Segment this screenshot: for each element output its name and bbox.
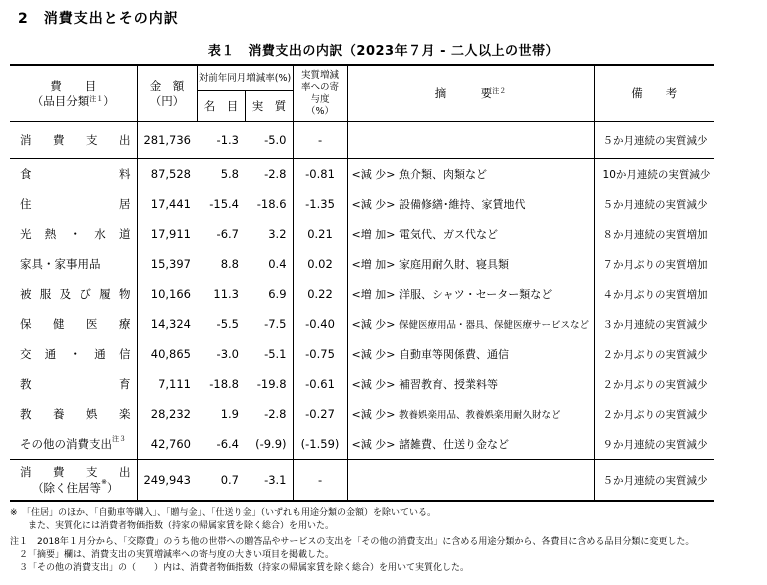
row-name — [10, 159, 137, 190]
row-summary-tag: <増 加> — [351, 288, 396, 301]
row-contrib: -0.40 — [293, 309, 347, 339]
row-contrib: -0.27 — [293, 399, 347, 429]
row-name-text: 保 健 医 療 — [20, 317, 131, 331]
row-summary — [347, 122, 594, 159]
row-nominal: -18.8 — [209, 377, 239, 391]
row-summary — [347, 159, 594, 190]
footnote: ３「その他の消費支出」の（ ）内は、消費者物価指数（持家の帰属家賃を除く総合）を用いて実質化した。 — [10, 563, 470, 573]
row-amount: 87,528 — [137, 159, 197, 190]
row-real: -5.1 — [264, 347, 287, 361]
row-summary-tag: <減 少> — [351, 318, 396, 331]
row-summary-text: 家庭用耐久財、寝具類 — [398, 258, 509, 271]
row-summary — [347, 429, 594, 460]
row-real: -2.8 — [264, 407, 287, 421]
row-summary-text: 自動車等関係費、通信 — [398, 348, 509, 361]
row-name — [10, 309, 137, 339]
last-row-name-main: 消 費 支 出 — [20, 465, 131, 479]
expenditure-table — [10, 64, 714, 502]
row-amount: 17,911 — [137, 219, 197, 249]
row-name-text: 被 服 及 び 履 物 — [20, 287, 131, 301]
row-summary-text: 設備修繕･維持、家賃地代 — [398, 198, 526, 211]
row-amount: 10,166 — [137, 279, 197, 309]
row-real: -5.0 — [245, 122, 293, 159]
row-remarks: ４か月ぶりの実質増加 — [594, 279, 714, 309]
last-row-nominal: 0.7 — [197, 460, 245, 502]
row-real: -18.6 — [256, 197, 287, 211]
table-row — [10, 159, 714, 190]
table-row — [10, 339, 714, 369]
row-remarks: ７か月ぶりの実質増加 — [594, 249, 714, 279]
table-row — [10, 219, 714, 249]
row-name-text: 光 熱 ・ 水 道 — [20, 227, 131, 241]
row-nominal: -1.3 — [197, 122, 245, 159]
header-summary-label: 摘 要 — [434, 86, 493, 100]
row-name-text: そ の 他 の 消 費 支 出$^{注3}$ — [20, 435, 126, 451]
row-nominal: -15.4 — [209, 197, 239, 211]
last-row-real: -3.1 — [245, 460, 293, 502]
row-summary — [347, 399, 594, 429]
row-summary-tag: <減 少> — [351, 438, 396, 451]
last-row-amount: 249,943 — [137, 460, 197, 502]
last-row-name-sub: （除く住居等 — [32, 481, 102, 495]
row-nominal: -3.0 — [216, 347, 239, 361]
row-remarks: ９か月連続の実質減少 — [594, 429, 714, 460]
row-summary — [347, 309, 594, 339]
row-summary-tag: <増 加> — [351, 258, 396, 271]
row-name — [10, 219, 137, 249]
row-contrib: 0.21 — [293, 219, 347, 249]
row-contrib: 0.22 — [293, 279, 347, 309]
row-summary — [347, 339, 594, 369]
row-amount: 7,111 — [137, 369, 197, 399]
row-summary-text: 洋服、シャツ・セーター類など — [398, 288, 553, 301]
row-amount: 281,736 — [137, 122, 197, 159]
row-name — [10, 429, 137, 460]
row-remarks: 10か月連続の実質減少 — [594, 159, 714, 190]
row-summary — [347, 369, 594, 399]
table-row — [10, 249, 714, 279]
header-summary — [347, 65, 594, 122]
row-name — [10, 279, 137, 309]
header-item-sub: （品目分類 — [31, 93, 90, 108]
row-summary-tag: <増 加> — [351, 228, 396, 241]
footnote: ２「摘要」欄は、消費支出の実質増減率への寄与度の大きい項目を掲載した。 — [10, 550, 335, 560]
header-item — [10, 65, 137, 122]
header-remarks: 備 考 — [594, 65, 714, 122]
last-row-remarks: ５か月連続の実質減少 — [594, 460, 714, 502]
table-row — [10, 189, 714, 219]
row-nominal: -6.4 — [216, 437, 239, 451]
header-amount — [137, 65, 197, 122]
header-yoy: 対前年同月増減率(%) — [197, 65, 293, 91]
header-item-note: 注１ — [89, 94, 104, 103]
header-item-label: 費 目 — [50, 78, 97, 93]
header-nominal: 名 目 — [197, 91, 245, 122]
row-remarks: ２か月ぶりの実質減少 — [594, 369, 714, 399]
row-contrib: (-1.59) — [293, 429, 347, 460]
table-row — [10, 399, 714, 429]
row-amount: 40,865 — [137, 339, 197, 369]
last-row-contrib: - — [293, 460, 347, 502]
table-row — [10, 279, 714, 309]
row-nominal: 11.3 — [213, 287, 239, 301]
row-real: 0.4 — [268, 257, 287, 271]
row-remarks: ５か月連続の実質減少 — [594, 189, 714, 219]
row-summary-text: 電気代、ガス代など — [398, 228, 498, 241]
row-summary-text: 諸雑費、仕送り金など — [398, 438, 509, 451]
row-name-text: 家 具 ・ 家 事 用 品 — [20, 257, 101, 271]
row-summary — [347, 219, 594, 249]
row-real: -2.8 — [264, 167, 287, 181]
row-summary — [347, 249, 594, 279]
table-title: 表１ 消費支出の内訳（2023年７月 - 二人以上の世帯） — [207, 44, 560, 59]
header-amount-unit: （円） — [149, 93, 185, 108]
row-summary-text: 教養娯楽用品、教養娯楽用耐久財など — [398, 410, 561, 421]
row-remarks: ２か月ぶりの実質減少 — [594, 399, 714, 429]
row-summary — [347, 279, 594, 309]
row-nominal: -5.5 — [216, 317, 239, 331]
row-summary-text: 保健医療用品・器具、保健医療サービスなど — [398, 320, 589, 331]
row-summary-tag: <減 少> — [351, 168, 396, 181]
row-contrib: -0.75 — [293, 339, 347, 369]
row-name-text: 教 育 — [20, 377, 131, 391]
row-name — [10, 122, 137, 159]
row-summary-tag: <減 少> — [351, 378, 396, 391]
header-amount-label: 金 額 — [149, 78, 185, 93]
row-real: -7.5 — [264, 317, 287, 331]
table-row — [10, 309, 714, 339]
row-nominal: 5.8 — [220, 167, 239, 181]
header-contrib: 実質増減率への寄与度（%） — [293, 65, 347, 122]
row-name — [10, 249, 137, 279]
row-nominal: -6.7 — [216, 227, 239, 241]
row-name — [10, 399, 137, 429]
row-real: -19.8 — [256, 377, 287, 391]
footnote: ※ 「住居」のほか、「自動車等購入」、「贈与金」、「仕送り金」（いずれも用途分類の金額）を除いている。 — [10, 508, 437, 518]
table-row — [10, 122, 714, 159]
row-amount: 15,397 — [137, 249, 197, 279]
footnote: 注１ 2018年１月分から、「交際費」のうち他の世帯への贈答品やサービスの支出を「その他の消費支出」に含める用途分類から、各費目に含める品目分類に変更した。 — [10, 537, 695, 547]
row-remarks: ３か月連続の実質減少 — [594, 309, 714, 339]
last-row-name-note: ※ — [101, 478, 107, 486]
header-summary-note: 注２ — [492, 87, 507, 95]
row-name-text: 消 費 支 出 — [20, 133, 131, 147]
row-summary-tag: <減 少> — [351, 348, 396, 361]
row-amount: 42,760 — [137, 429, 197, 460]
row-real: 3.2 — [268, 227, 287, 241]
row-summary-text: 魚介類、肉類など — [398, 168, 487, 181]
table-row — [10, 429, 714, 460]
row-name-text: 教 養 娯 楽 — [20, 407, 131, 421]
row-summary-text: 補習教育、授業料等 — [398, 378, 498, 391]
row-name — [10, 339, 137, 369]
row-contrib: -0.61 — [293, 369, 347, 399]
row-contrib: - — [293, 122, 347, 159]
row-remarks: ８か月連続の実質増加 — [594, 219, 714, 249]
row-name-text: 住 居 — [20, 197, 131, 211]
row-nominal: 1.9 — [220, 407, 239, 421]
row-name-text: 交 通 ・ 通 信 — [20, 347, 131, 361]
row-nominal: 8.8 — [220, 257, 239, 271]
row-summary-tag: <減 少> — [351, 408, 396, 421]
row-real: (-9.9) — [255, 437, 287, 451]
row-amount: 17,441 — [137, 189, 197, 219]
row-contrib: -1.35 — [293, 189, 347, 219]
last-row-name — [10, 460, 137, 502]
footnote: また、実質化には消費者物価指数（持家の帰属家賃を除く総合）を用いた。 — [10, 521, 335, 531]
last-row-summary — [347, 460, 594, 502]
row-name-text: 食 料 — [20, 167, 131, 181]
row-remarks: ２か月ぶりの実質減少 — [594, 339, 714, 369]
section-title: 2 消費支出とその内訳 — [18, 11, 179, 27]
last-row-name-close: ） — [106, 481, 119, 495]
row-summary — [347, 189, 594, 219]
table-row — [10, 369, 714, 399]
row-contrib: 0.02 — [293, 249, 347, 279]
header-real: 実 質 — [245, 91, 293, 122]
row-summary-tag: <減 少> — [351, 198, 396, 211]
row-remarks: ５か月連続の実質減少 — [594, 122, 714, 159]
row-amount: 28,232 — [137, 399, 197, 429]
row-real: 6.9 — [268, 287, 287, 301]
header-item-close: ） — [103, 93, 115, 108]
row-name — [10, 189, 137, 219]
row-contrib: -0.81 — [293, 159, 347, 190]
row-name — [10, 369, 137, 399]
row-amount: 14,324 — [137, 309, 197, 339]
